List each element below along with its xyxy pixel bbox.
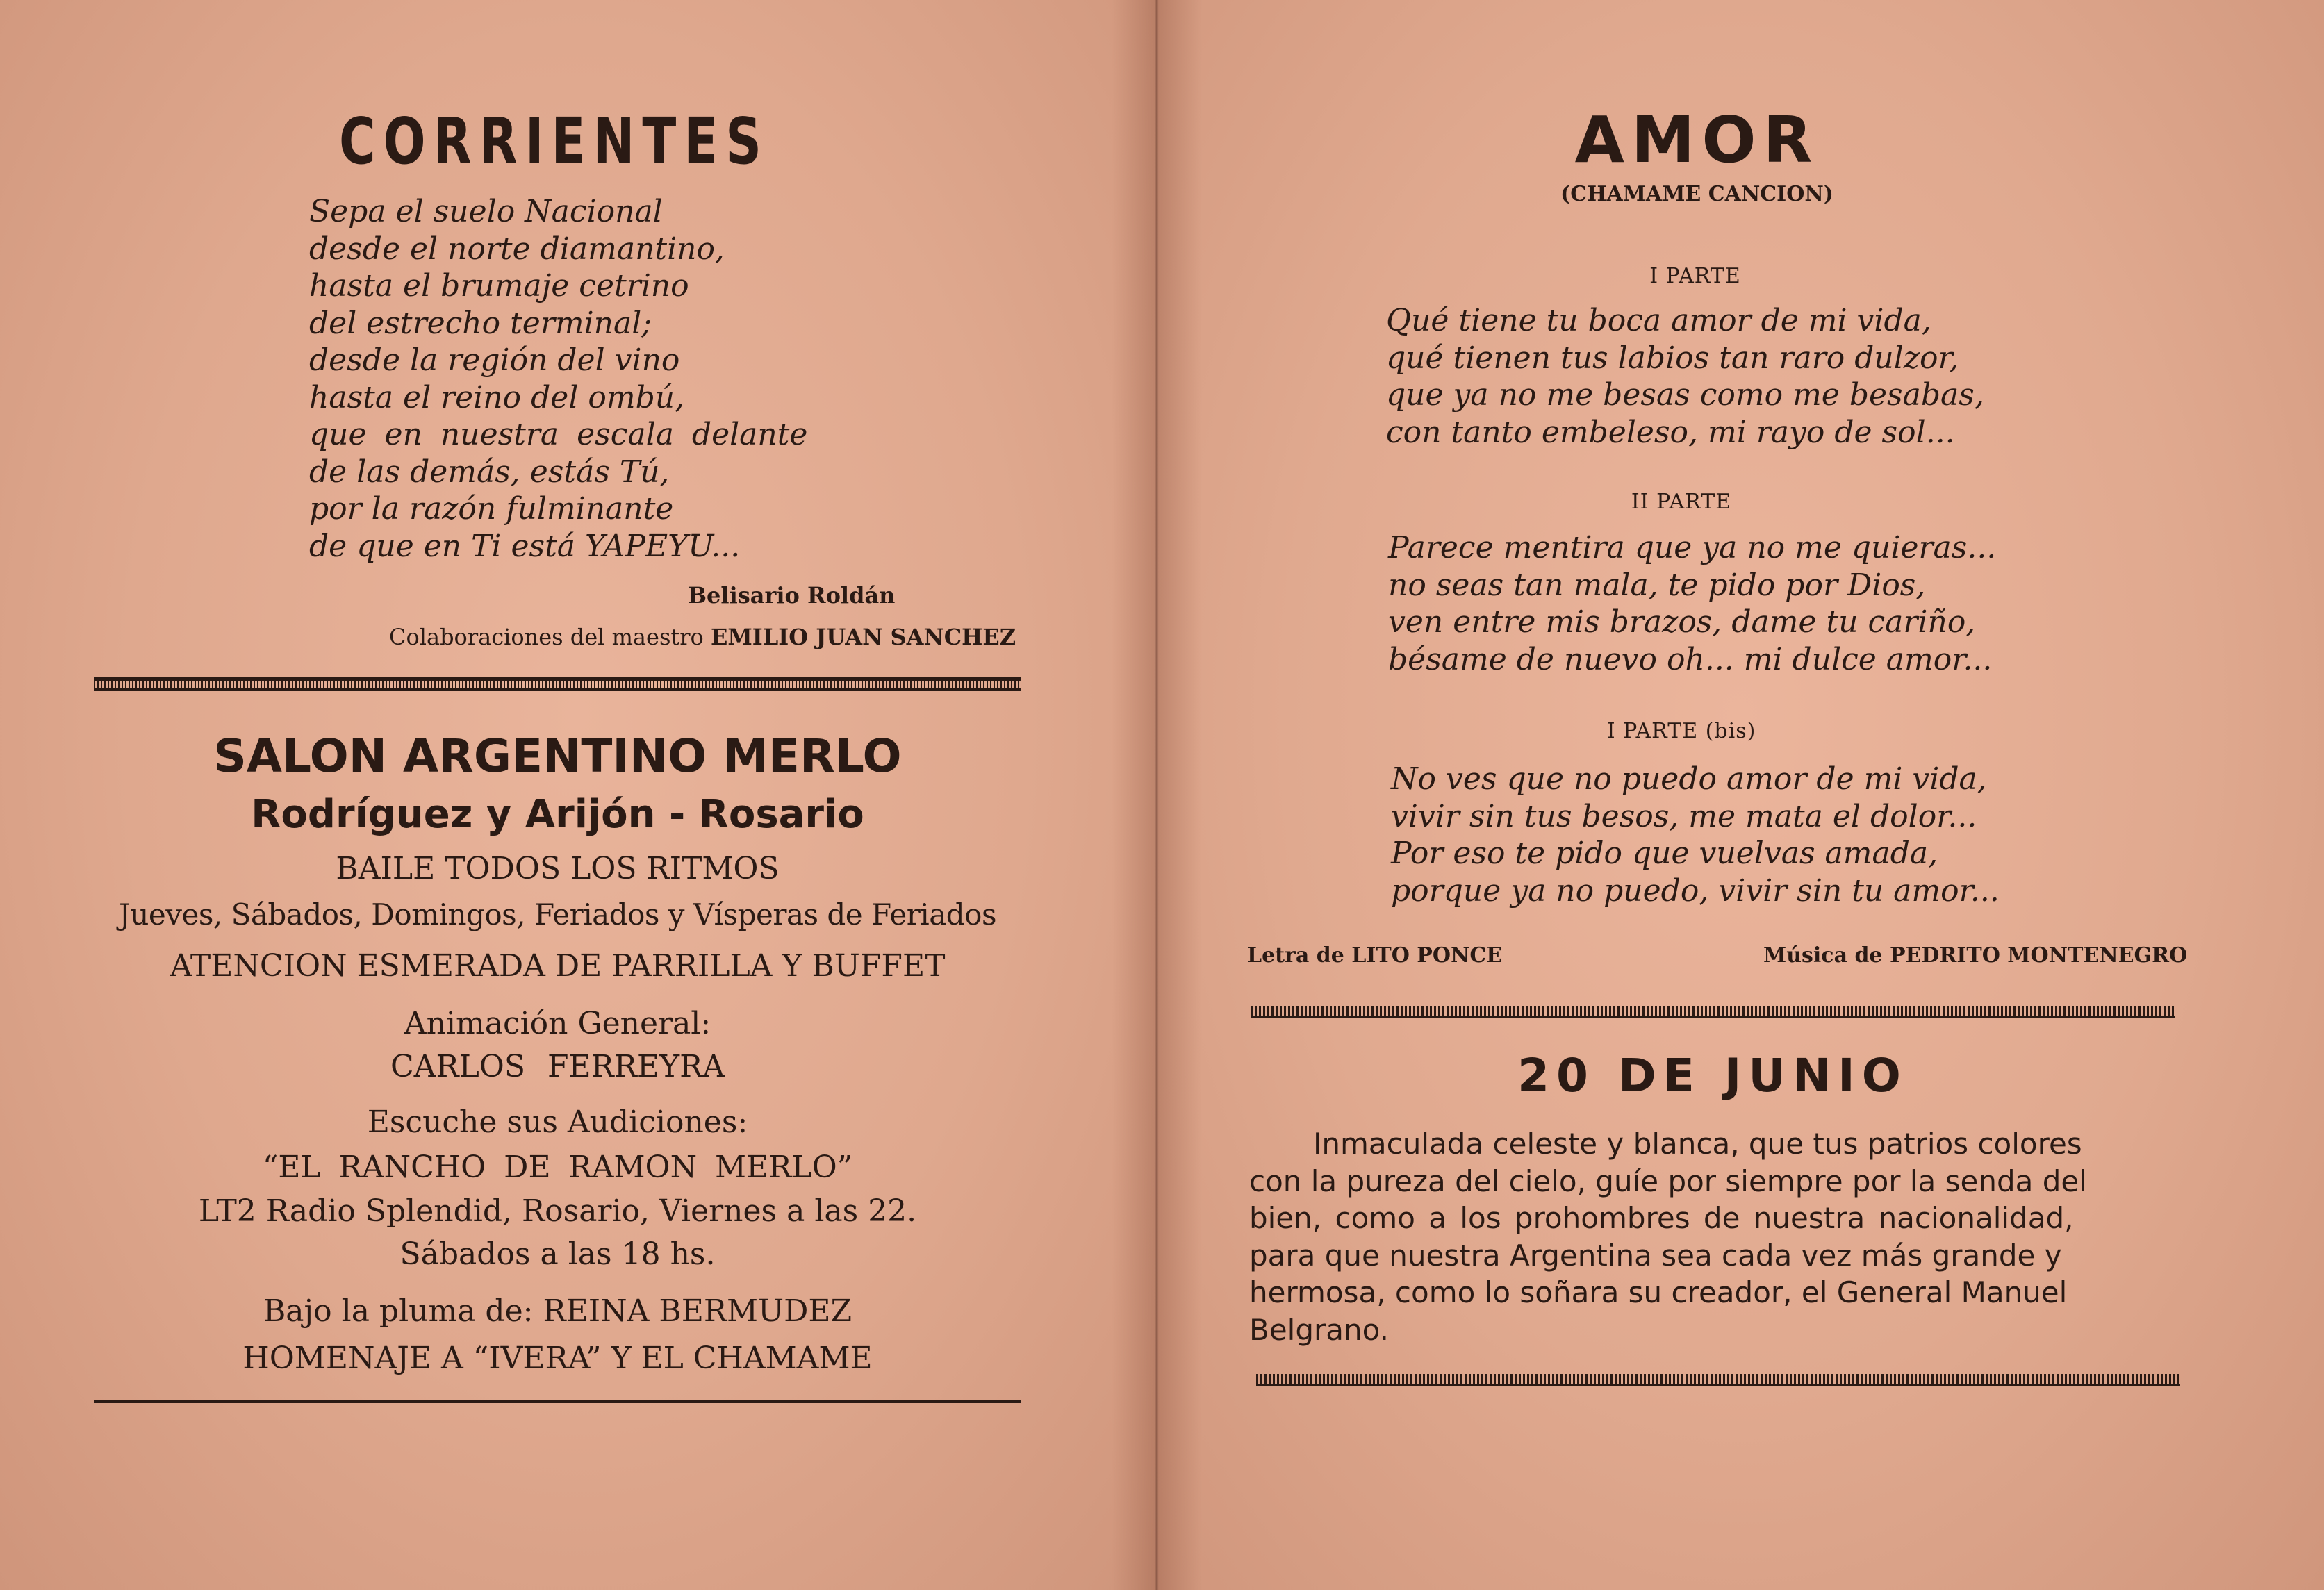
poem-line: desde la región del vino bbox=[309, 342, 680, 378]
poem-lines bbox=[309, 193, 807, 565]
song-subtitle: (CHAMAME CANCION) bbox=[1560, 182, 1833, 206]
section-heading: I PARTE (bis) bbox=[1606, 719, 1756, 743]
song-line: que ya no me besas como me besabas, bbox=[1386, 377, 1984, 413]
poem-line: Sepa el suelo Nacional bbox=[309, 194, 663, 229]
song-section-2 bbox=[1388, 529, 1996, 678]
song-line: No ves que no puedo amor de mi vida, bbox=[1391, 761, 1987, 797]
ad-days: Jueves, Sábados, Domingos, Feriados y Vísperas de Feriados bbox=[119, 897, 996, 931]
poem-line: por la razón fulminante bbox=[309, 491, 674, 527]
ad-address: Rodríguez y Arijón - Rosario bbox=[251, 792, 864, 837]
ad-bottom-rule bbox=[94, 1400, 1021, 1403]
ad-salon-name: SALON ARGENTINO MERLO bbox=[213, 729, 902, 783]
song-line: no seas tan mala, te pido por Dios, bbox=[1388, 567, 1926, 603]
poem-line: del estrecho terminal; bbox=[309, 305, 652, 341]
ad-pen-prefix: Bajo la pluma de: bbox=[263, 1293, 534, 1329]
poem-line: de las demás, estás Tú, bbox=[309, 454, 670, 490]
ad-listen-label: Escuche sus Audiciones: bbox=[367, 1104, 748, 1140]
song-line: con tanto embeleso, mi rayo de sol... bbox=[1386, 414, 1955, 450]
section-divider bbox=[94, 677, 1021, 691]
poem-credit-prefix: Colaboraciones del maestro bbox=[389, 624, 704, 650]
song-line: Parece mentira que ya no me quieras... bbox=[1388, 530, 1997, 565]
ad-pen-name: REINA BERMUDEZ bbox=[543, 1293, 852, 1329]
ad-tagline: BAILE TODOS LOS RITMOS bbox=[336, 851, 780, 886]
article-bottom-rule bbox=[1256, 1374, 2180, 1386]
song-line: vivir sin tus besos, me mata el dolor... bbox=[1391, 798, 1977, 834]
ad-saturday: Sábados a las 18 hs. bbox=[399, 1236, 716, 1272]
poem-credit bbox=[389, 624, 1016, 650]
ad-tribute: HOMENAJE A “IVERA” Y EL CHAMAME bbox=[242, 1341, 873, 1376]
song-lyrics-credit bbox=[1247, 943, 1502, 968]
lyrics-author: LITO PONCE bbox=[1351, 943, 1503, 968]
ad-service: ATENCION ESMERADA DE PARRILLA Y BUFFET bbox=[170, 948, 946, 984]
music-prefix: Música de bbox=[1763, 943, 1883, 968]
book-gutter bbox=[1112, 0, 1202, 1590]
song-line: qué tienen tus labios tan raro dulzor, bbox=[1386, 340, 1959, 376]
song-line: Qué tiene tu boca amor de mi vida, bbox=[1386, 303, 1931, 338]
article-body bbox=[1249, 1125, 2184, 1348]
poem-line: de que en Ti está YAPEYU... bbox=[309, 528, 741, 564]
song-line: Por eso te pido que vuelvas amada, bbox=[1391, 836, 1938, 871]
poem-title: CORRIENTES bbox=[339, 104, 769, 179]
poem-line: que en nuestra escala delante bbox=[309, 417, 808, 452]
song-line: ven entre mis brazos, dame tu cariño, bbox=[1388, 604, 1976, 640]
article-title: 20 DE JUNIO bbox=[1517, 1049, 1908, 1102]
article-line: hermosa, como lo soñara su creador, el General Manuel bbox=[1249, 1275, 2068, 1309]
lyrics-prefix: Letra de bbox=[1247, 943, 1344, 968]
poem-line: hasta el brumaje cetrino bbox=[309, 268, 689, 304]
article-line: para que nuestra Argentina sea cada vez más grande y bbox=[1249, 1238, 2062, 1273]
song-music-credit bbox=[1763, 943, 2187, 968]
song-title: AMOR bbox=[1574, 103, 1820, 177]
ad-animation-name: CARLOS FERREYRA bbox=[390, 1049, 725, 1084]
poem-credit-name: EMILIO JUAN SANCHEZ bbox=[710, 624, 1016, 650]
ad-station: LT2 Radio Splendid, Rosario, Viernes a las 22. bbox=[198, 1193, 917, 1229]
article-line: Belgrano. bbox=[1249, 1312, 1389, 1347]
ad-program: “EL RANCHO DE RAMON MERLO” bbox=[262, 1150, 853, 1185]
music-author: PEDRITO MONTENEGRO bbox=[1889, 943, 2188, 968]
section-heading: I PARTE bbox=[1649, 264, 1741, 288]
song-line: porque ya no puedo, vivir sin tu amor... bbox=[1391, 872, 2000, 909]
ad-animation-label: Animación General: bbox=[404, 1006, 711, 1041]
section-heading: II PARTE bbox=[1631, 490, 1732, 514]
song-section-1 bbox=[1386, 302, 1984, 451]
ad-pen bbox=[94, 1293, 1021, 1329]
article-line: Inmaculada celeste y blanca, que tus patrios colores bbox=[1313, 1127, 2082, 1161]
poem-line: desde el norte diamantino, bbox=[309, 231, 725, 267]
song-line: bésame de nuevo oh... mi dulce amor... bbox=[1388, 641, 1993, 677]
section-divider bbox=[1251, 1006, 2175, 1018]
poem-author: Belisario Roldán bbox=[688, 582, 896, 608]
song-section-3 bbox=[1391, 761, 2000, 909]
article-line: con la pureza del cielo, guíe por siempre por la senda del bbox=[1249, 1163, 2087, 1198]
article-line: bien, como a los prohombres de nuestra nacionalidad, bbox=[1249, 1201, 2074, 1235]
poem-line: hasta el reino del ombú, bbox=[309, 379, 685, 415]
